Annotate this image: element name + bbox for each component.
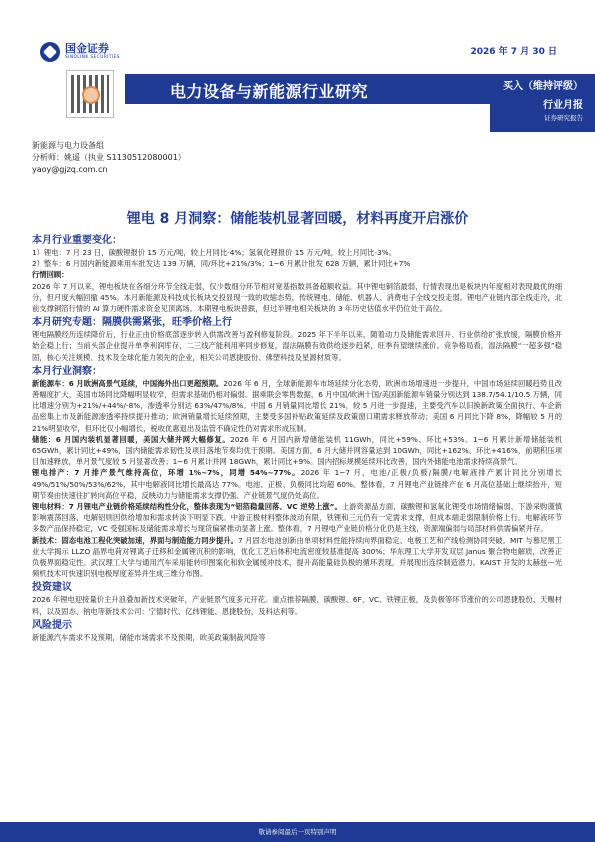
footer-disclaimer: 敬请参阅最后一页特别声明 [258,828,337,836]
paragraph: 1）锂电：7 月 23 日，碳酸锂报价 15 万元/吨，较上月同比-4%；氢氧化锂报价 15 万元/吨，较上月同比-3%。 [32,248,396,257]
brand-name-cn: 国金证券 [65,42,109,55]
paragraph: 锂电材料：7 月锂电产业链价格延续结构性分化，整体表现为“铝箔稳量回落、VC 逆势上涨”。上游资源品方面，碳酸锂和氢氧化锂受市场情绪偏弱、下游采购谨慎影响震荡回落，电解铝则因供给增加和需求转淡下明显下跌。中游正极材料整体波动有限，铁锂和三元仍有一定需求支撑，但成本端走弱限制价格上行。电解液环节多数产品保持稳定，VC 受强国标及储能需求增长与现货偏紧推动显著上涨。整体看，7 月锂电产业链价格分化仍是主线，资源端偏弱与局部材料供需偏紧并存。 [32,502,562,534]
brand-logo-icon [40,42,60,62]
page-footer [0,822,595,842]
page-title: 锂电 8 月洞察：储能装机显著回暖，材料再度开启涨价 [126,211,469,227]
paragraph: 储能：6 月国内装机显著回暖，美国大储并网大幅修复。2026 年 6 月国内新增储能装机 11GWh，同比+59%、环比+53%。1~6 月累计新增储能装机 65GWh，累计同比+49%，国内储能需求韧性及项目落地节奏均优于预期。美国方面，6 月大储并网容量达到 10GWh，同比+162%、环比+416%，前期积压项目加速释放，单月景气度较 5 月显著改善；1~6 月累计并网 18GWh，累计同比+9%。国内招标规模延续环比改善，国内外储能电池需求持续高景气。 [32,434,562,467]
section-heading: 本月行业洞察： [32,365,102,377]
brand-logo [40,42,120,62]
brand-name-en: SINOLINK SECURITIES [65,55,120,60]
paragraph: 新技术：固态电池工程化突破加速，界面与制造能力同步提升。7 月固态电池创新由单项材料性能持续向界面稳定、电极工艺和产线检测协同突破。MIT 与慕尼黑工业大学揭示 LLZO 晶界电荷对锂离子迁移和金属锂沉积的影响，优化工艺后体积电流密度较基准提高 300%；华东理工大学开发双层 Janus 聚合物电解质，改善正负极界面稳定性。武汉理工大学与通用汽车采用能转印图案化和软金属缓冲技术，提升高能量硅负极的循环表现，并展现出连续制造潜力。KAIST 开发的太赫兹—光频机技术可快速识别电极厚度差异并生成三维分布图。 [32,535,562,579]
paragraph: 2026 年 7 月以来，锂电板块在各细分环节全线走弱，仅少数细分环节相对宽基指数具备超额收益。其中锂电铜箔最弱，行情表现出是板块内年度相对表现最优的细分，但月度大幅回撤 45%。本月新能源及科技成长板块交投显现一致的收缩态势，传统锂电、储能、机器人、消费电子全线交投走弱。锂电产业链内部全线走冷，北前支撑铜箔行情的 AI 算力硬件需求资金见顶离场。本期锂电板块普跌，但过半锂电相关板块的 3 年历史估值水平仍位处于高位。 [32,281,562,314]
paragraph-lead: 新能源车：6 月欧洲高景气延续，中国海外出口更超预期。 [32,378,224,388]
fingerprint-icon [82,86,100,104]
sub-heading: 行情回顾： [32,270,69,280]
qr-code-icon [66,70,114,118]
report-header [0,0,595,120]
analyst-team: 新能源与电力设备组 [32,141,104,150]
section-heading: 风险提示 [32,619,72,631]
analyst-info [32,140,186,176]
analyst-line: 分析师：姚遥（执业 S1130512080001） [32,153,186,162]
paragraph: 2）整车：6 月国内新能源乘用车批发达 139 万辆，同/环比+21%/3%；1~6 月累计批发 628 万辆，累计同比+7% [32,259,411,269]
paragraph: 2026 年锂电迎接量价主升浪叠加新技术突破年，产业链景气度多元开花。重点推荐隔膜、碳酸锂、6F、VC、铁锂正极，及负极等环节涨价的公司恩捷股份、天赐材料，以及固态、钠电等新技术公司：宁德时代、亿纬锂能、恩捷股份，及科达利等。 [32,595,562,616]
paragraph: 锂电排产：7 月排产景气维持高位，环增 1%~7%，同增 54%~77%。2026 年 1~7 月，电池/正极/负极/隔膜/电解液排产累计同比分别增长 49%/51%/50%/53%/62%，其中电解液同比增长最高达 77%。电池、正极、负极同比均超 60%。整体看，7 月锂电产业链排产在 6 月高位基础上继续抬升，短期节奏由快速往扩转向高位平稳，反映动力与储能需求支撑仍强、产业链景气度仍处高位。 [32,468,562,500]
paragraph: 新能源车：6 月欧洲高景气延续，中国海外出口更超预期。2026 年 6 月，全球新能源车市场延续分化态势，欧洲市场增速进一步提升，中国市场延续回暖趋势且改善幅度扩大，美国市场同比降幅明显收窄，但需求基础仍相对偏弱。据乘联会零售数据，6 月中国/欧洲十国/美国新能源车销量分别达到 138.7/54.1/10.5 万辆，同比增速分别为+21%/+44%/-8%，渗透率分别达 63%/47%/8%。中国 6 月销量同比增长 21%，较 5 月进一步提速，主要受汽车以旧换新政策全面执行、车企新品密集上市及新能源渗透率持续提升推动；欧洲销量增长延续预期，主要受多国补贴政策延续及政策窗口期需求释放带动；美国 6 月同比下降 8%，降幅较 5 月的 21%明显收窄，但环比仅小幅增长，税收优惠退出及监管不确定性仍对需求形成压制。 [32,378,562,433]
report-body [32,232,562,643]
section-heading: 本月研究专题：隔膜供需紧张，旺季价格上行 [32,317,232,329]
paragraph: 锂电隔膜经历连续降价后，行业正由价格底部逐步转入供需改善与盈利修复阶段。2025 年下半年以来，随着动力及储能需求回升、行业供给扩张放缓，隔膜价格开始企稳上行；当前头部企业提升单季利润库存，二三线产能利用率同步修复，湿法隔膜有效供给逐步趋紧，旺季有望继续涨价。竞争格局看，湿法隔膜“一超多强”稳固，核心关注规模、技术及全球化能力领先的企业，相关公司恩捷股份、佛塑科技及星源材质等。 [32,330,562,362]
report-type: 行业月报 [543,100,583,111]
rating-label: 买入（维持评级） [503,81,583,92]
paragraph-lead: 储能：6 月国内装机显著回暖，美国大储并网大幅修复。 [32,434,231,444]
paragraph-lead: 新技术：固态电池工程化突破加速，界面与制造能力同步提升。 [32,535,239,545]
section-heading: 投资建议 [32,582,72,594]
report-date: 2026 年 7 月 30 日 [470,47,557,57]
analyst-email[interactable]: yaoy@gjzq.com.cn [32,165,108,174]
paragraph-lead: 锂电排产：7 月排产景气维持高位，环增 1%~7%，同增 54%~77%。 [32,468,301,478]
paragraph-lead: 锂电材料：7 月锂电产业链价格延续结构性分化，整体表现为“铝箔稳量回落、VC 逆势上涨”。 [32,502,342,512]
report-subtitle: 证券研究报告 [544,114,583,122]
industry-title: 电力设备与新能源行业研究 [170,82,369,101]
paragraph: 新能源汽车需求不及预期，储能市场需求不及预期，欧美政策制裁风险等 [32,632,266,642]
section-heading: 本月行业重要变化： [32,235,122,246]
